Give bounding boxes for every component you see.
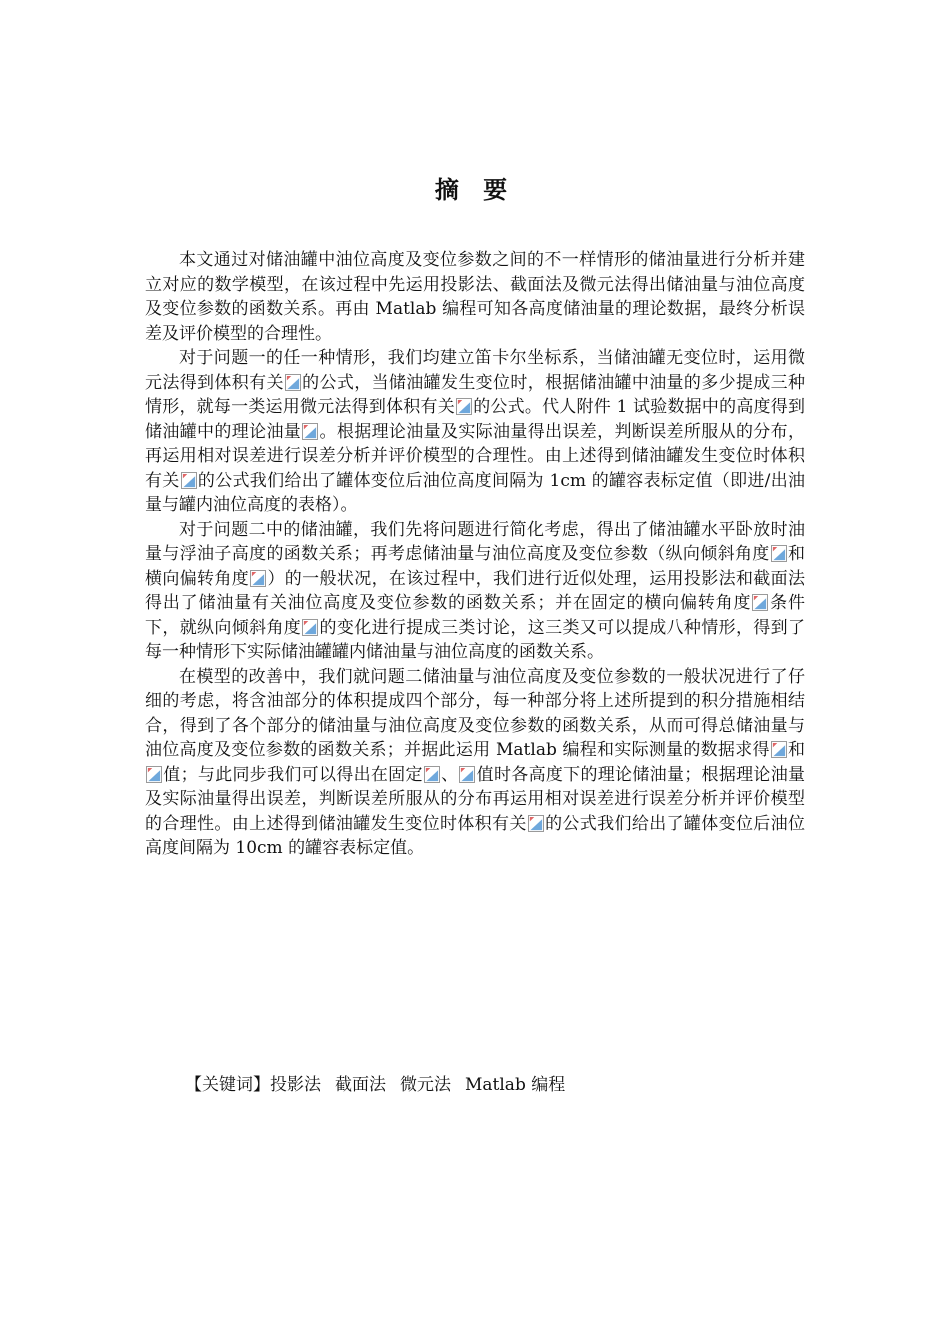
- paragraph-text: 条件下，就纵向倾斜角度: [145, 593, 806, 638]
- paragraph-3: [145, 518, 805, 665]
- broken-image-icon: [302, 619, 318, 636]
- paragraph-text: 的公式我们给出了罐体变位后油位高度间隔为 10cm 的罐容表标定值。: [145, 813, 806, 858]
- paragraph-text: 、: [440, 764, 459, 785]
- page-title: 摘 要: [434, 176, 516, 204]
- paragraph-text: 对于问题二中的储油罐，我们先将问题进行简化考虑，得出了储油罐水平卧放时油量与浮油子高度的函数关系；再考虑储油量与油位高度及变位参数（纵向倾斜角度: [145, 519, 805, 564]
- broken-image-icon: [771, 545, 787, 562]
- broken-image-icon: [146, 766, 162, 783]
- broken-image-icon: [250, 570, 266, 587]
- keyword: Matlab 编程: [465, 1075, 566, 1095]
- paragraph-text: ）的一般状况，在该过程中，我们进行近似处理，运用投影法和截面法得出了储油量有关油位高度及变位参数的函数关系；并在固定的横向偏转角度: [145, 568, 805, 613]
- paragraph-4: [145, 665, 805, 861]
- keyword: 截面法: [335, 1075, 386, 1095]
- broken-image-icon: [528, 815, 544, 832]
- keyword: 微元法: [400, 1075, 451, 1095]
- broken-image-icon: [771, 741, 787, 758]
- paragraph-1: [145, 248, 805, 346]
- broken-image-icon: [302, 423, 318, 440]
- paragraph-text: 在模型的改善中，我们就问题二储油量与油位高度及变位参数的一般状况进行了仔细的考虑，将含油部分的体积提成四个部分，每一种部分将上述所提到的积分措施相结合，得到了各个部分的储油量与油位高度及变位参数的函数关系，从而可得总储油量与油位高度及变位参数的函数关系；并据此运用 Matlab 编程和实际测量的数据求得: [145, 666, 805, 760]
- paragraph-text: 。根据理论油量及实际油量得出误差，判断误差所服从的分布，再运用相对误差进行误差分析并评价模型的合理性。由上述得到储油罐发生变位时体积有关: [145, 421, 806, 491]
- broken-image-icon: [424, 766, 440, 783]
- paragraph-text: 的公式我们给出了罐体变位后油位高度间隔为 1cm 的罐容表标定值（即进/出油量与罐内油位高度的表格）。: [145, 470, 806, 515]
- paragraph-text: 的变化进行提成三类讨论，这三类又可以提成八种情形，得到了每一种情形下实际储油罐罐内储油量与油位高度的函数关系。: [145, 617, 806, 662]
- paragraph-text: 值时各高度下的理论储油量；根据理论油量及实际油量得出误差，判断误差所服从的分布再运用相对误差进行误差分析并评价模型的合理性。由上述得到储油罐发生变位时体积有关: [145, 764, 806, 834]
- paragraph-text: 的公式。代人附件 1 试验数据中的高度得到储油罐中的理论油量: [145, 397, 805, 442]
- paragraph-text: 的公式，当储油罐发生变位时，根据储油罐中油量的多少提成三种情形，就每一类运用微元法得到体积有关: [145, 372, 806, 417]
- paragraph-text: 对于问题一的任一种情形，我们均建立笛卡尔坐标系，当储油罐无变位时，运用微元法得到体积有关: [145, 348, 805, 393]
- paragraph-2: [145, 346, 805, 518]
- abstract-body: [145, 248, 805, 861]
- paragraph-text: 和: [787, 740, 806, 760]
- broken-image-icon: [459, 766, 475, 783]
- broken-image-icon: [752, 594, 768, 611]
- paragraph-text: 和横向偏转角度: [145, 544, 806, 589]
- broken-image-icon: [456, 398, 472, 415]
- broken-image-icon: [181, 472, 197, 489]
- keyword: 投影法: [270, 1075, 321, 1095]
- keywords-line: [185, 1070, 579, 1095]
- keywords-label: 【关键词】: [185, 1075, 270, 1095]
- paragraph-text: 本文通过对储油罐中油位高度及变位参数之间的不一样情形的储油量进行分析并建立对应的数学模型，在该过程中先运用投影法、截面法及微元法得出储油量与油位高度及变位参数的函数关系。再由 Matlab 编程可知各高度储油量的理论数据，最终分析误差及评价模型的合理性。: [145, 250, 805, 344]
- paragraph-text: 值；与此同步我们可以得出在固定: [163, 764, 423, 785]
- broken-image-icon: [285, 374, 301, 391]
